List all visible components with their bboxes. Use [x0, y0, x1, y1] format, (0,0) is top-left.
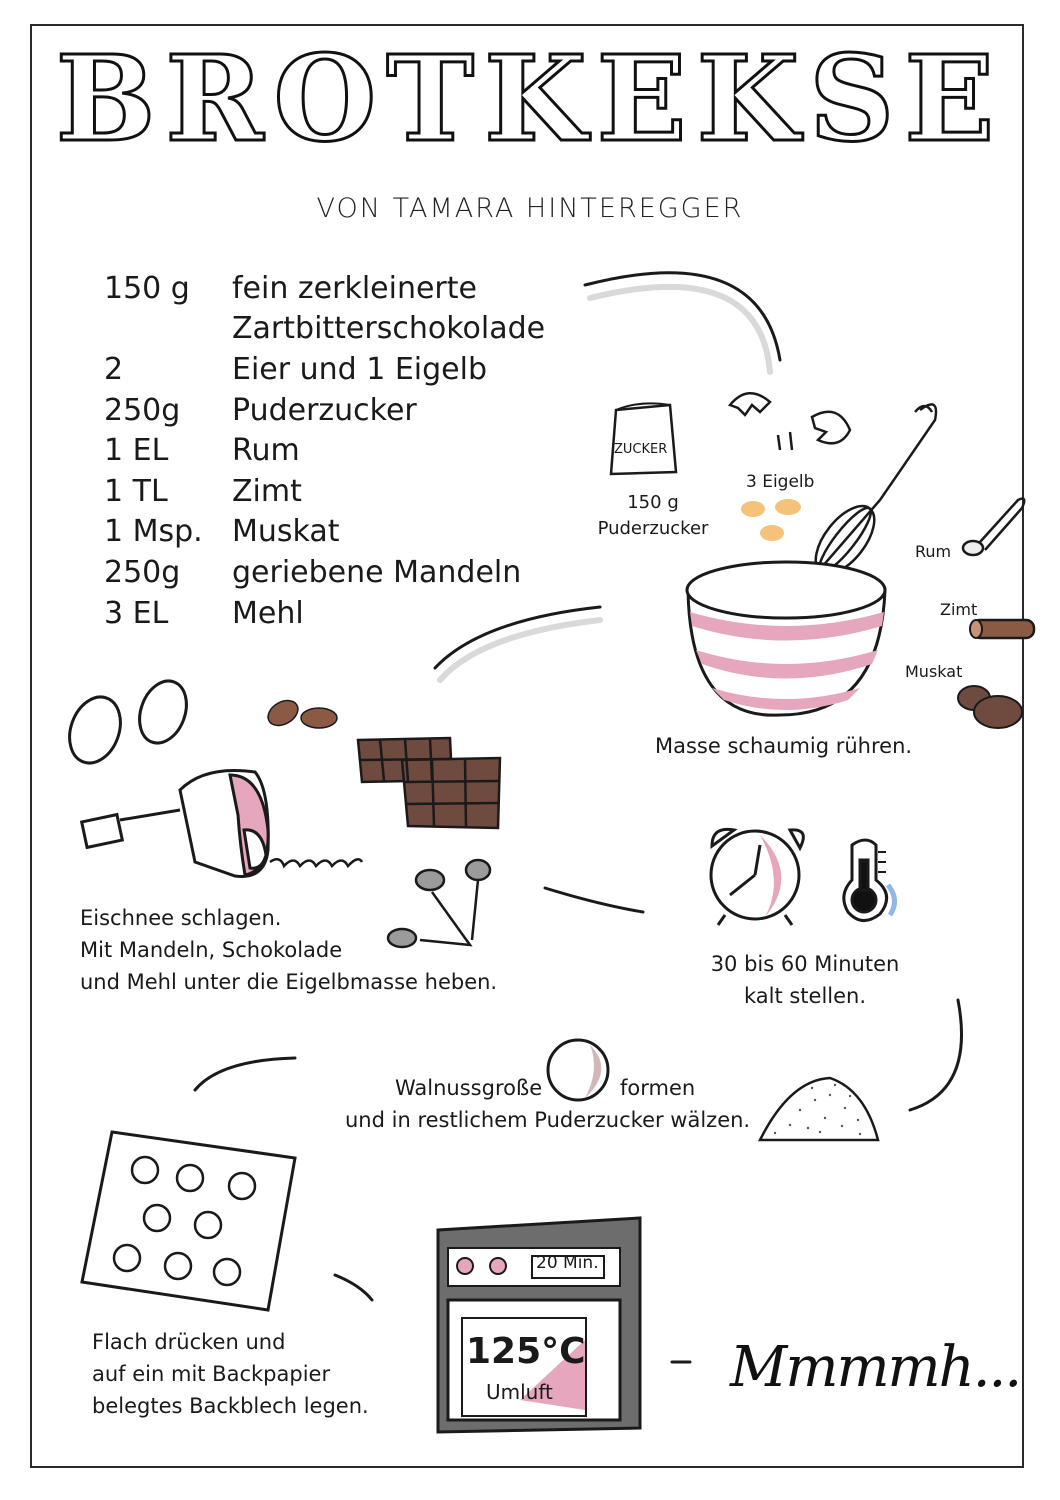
ingredient-name: fein zerkleinerte — [232, 270, 477, 306]
ingredient-quantity: 150 g — [104, 270, 190, 306]
step3-caption — [690, 948, 920, 1012]
almonds-icon — [264, 695, 337, 730]
connector-arc-5 — [195, 1058, 295, 1090]
step5-caption — [92, 1326, 369, 1422]
ingredient-quantity: 1 Msp. — [104, 514, 203, 550]
dough-ball-icon — [548, 1040, 608, 1100]
step1-caption: Masse schaumig rühren. — [655, 734, 913, 758]
oven-mode: Umluft — [486, 1380, 553, 1404]
ingredient-quantity: 3 EL — [104, 595, 169, 631]
step5-line3: belegtes Backblech legen. — [92, 1394, 369, 1418]
chocolate-bar-icon — [358, 738, 500, 828]
hand-mixer-icon — [82, 770, 362, 876]
ingredient-quantity: 250g — [104, 392, 181, 428]
nutmeg-icon — [958, 686, 1022, 728]
sugar-amount-line1: 150 g — [627, 492, 679, 513]
page-title: BROTKEKSE — [55, 29, 1005, 168]
ingredient-name: Zartbitterschokolade — [232, 311, 546, 347]
step3-line2: kalt stellen. — [743, 984, 867, 1008]
author-subtitle: VON TAMARA HINTEREGGER — [316, 193, 744, 224]
step2-line2: Mit Mandeln, Schokolade — [80, 938, 343, 962]
powdered-sugar-pile-icon — [760, 1078, 878, 1140]
step3-line1: 30 bis 60 Minuten — [710, 952, 900, 976]
oven-timer: 20 Min. — [536, 1253, 599, 1273]
cinnamon-stick-icon — [970, 620, 1034, 638]
step4-line2: und in restlichem Puderzucker wälzen. — [345, 1108, 751, 1132]
ingredient-quantity: 2 — [104, 351, 124, 387]
egg-yolk-icon — [741, 499, 801, 541]
zimt-label: Zimt — [940, 600, 978, 619]
step5-line1: Flach drücken und — [92, 1330, 286, 1354]
step2-line3: und Mehl unter die Eigelbmasse heben. — [80, 970, 498, 994]
drip-lines — [778, 432, 792, 450]
muskat-label: Muskat — [905, 662, 963, 681]
sugar-amount-line2: Puderzucker — [597, 518, 709, 539]
ingredient-name: Zimt — [232, 473, 302, 509]
ingredient-name: Puderzucker — [232, 392, 417, 428]
step4-word-a: Walnussgroße — [395, 1076, 543, 1100]
whole-eggs-icon — [61, 674, 195, 770]
finale-text: Mmmmh... — [730, 1335, 1021, 1400]
baking-tray-icon — [82, 1132, 295, 1310]
yolk-label: 3 Eigelb — [746, 472, 815, 492]
rum-label: Rum — [915, 542, 952, 561]
ingredient-name: geriebene Mandeln — [232, 554, 522, 590]
step2-line1: Eischnee schlagen. — [80, 906, 282, 930]
spoon-icon — [963, 499, 1024, 555]
ingredient-name: Muskat — [232, 514, 340, 550]
step5-line2: auf ein mit Backpapier — [92, 1362, 331, 1386]
connector-arc-3 — [545, 888, 643, 912]
sugar-amount — [588, 490, 718, 542]
ingredient-quantity: 250g — [104, 554, 181, 590]
ingredient-name: Eier und 1 Eigelb — [232, 351, 488, 387]
step4-word-b: formen — [620, 1076, 696, 1100]
ingredient-quantity: 1 TL — [104, 473, 168, 509]
alarm-clock-icon — [711, 829, 803, 925]
connector-arc-6 — [335, 1275, 372, 1300]
connector-arc-4 — [910, 1000, 962, 1110]
ingredient-name: Rum — [232, 433, 300, 469]
oven-temperature: 125°C — [466, 1331, 586, 1372]
step2-caption — [80, 902, 497, 998]
ingredient-name: Mehl — [232, 595, 304, 631]
ingredient-quantity: 1 EL — [104, 433, 169, 469]
sugar-bag-label: ZUCKER — [614, 442, 668, 457]
thermometer-icon — [844, 840, 895, 921]
mixing-bowl-icon — [687, 562, 885, 715]
